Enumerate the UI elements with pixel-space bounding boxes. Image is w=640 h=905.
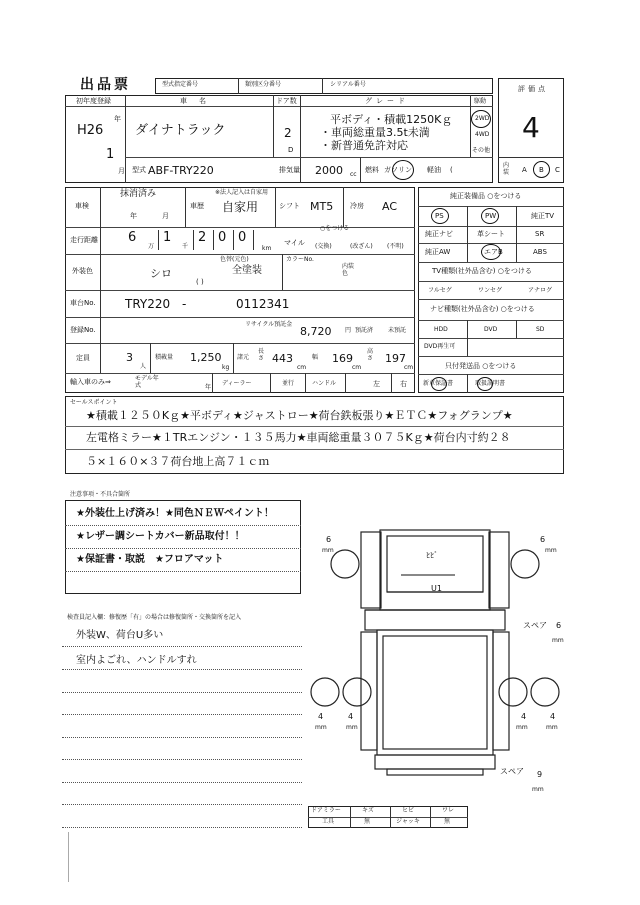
spare-label-2: スペア xyxy=(500,767,524,776)
table-tools-label: 工具 xyxy=(322,818,335,825)
docs-title: 只付発送品 ○をつける xyxy=(445,362,517,370)
equip-airbag-circle xyxy=(481,244,501,260)
doors-label: ドア数 xyxy=(276,97,297,105)
chassis-dash: - xyxy=(182,297,187,311)
load-value: 1,250 xyxy=(190,351,222,364)
ac-label: 冷房 xyxy=(350,202,364,210)
form-title: 出品票 xyxy=(80,77,131,93)
tire-front-right-value: 6 xyxy=(540,535,546,544)
meter-circle-note: ○をつける xyxy=(320,225,350,232)
color-value: シロ xyxy=(150,267,172,280)
drive-4wd: 4WD xyxy=(475,131,490,138)
notes-line-2: ★レザー調シートカバー新品取付！！ xyxy=(76,531,245,542)
handle-right: 右 xyxy=(400,380,407,388)
reg-label: 登録No. xyxy=(70,326,96,334)
color-no-label: カラーNo. xyxy=(286,256,314,263)
drive-other: その他 xyxy=(472,147,491,154)
equipment-title: 純正装備品 ○をつける xyxy=(450,192,522,200)
tire-front-left-value: 6 xyxy=(326,535,332,544)
tire-rear-right-outer-unit: mm xyxy=(546,724,558,731)
handle-left: 左 xyxy=(373,380,380,388)
equip-abs: ABS xyxy=(533,248,547,256)
year-suffix: 年 xyxy=(114,115,121,123)
equip-ps: PS xyxy=(435,212,444,220)
drive-2wd: 2WD xyxy=(475,115,490,122)
inspector-line-2: 室内よごれ、ハンドルすれ xyxy=(76,655,197,666)
car-name-label: 車名 xyxy=(180,97,218,105)
meter-opt-3: (不明) xyxy=(387,243,404,250)
tv-analog: アナログ xyxy=(528,287,553,294)
docs-warranty-circle xyxy=(431,377,447,391)
mileage-label: 走行距離 xyxy=(70,236,98,244)
equip-ps-circle xyxy=(431,208,449,224)
notes-line-1: ★外装仕上げ済み！★同色ＮＥＷペイント！ xyxy=(76,508,274,519)
diagram-mark-u1: U1 xyxy=(431,584,442,593)
first-reg-era: H26 xyxy=(77,123,104,138)
tire-rear-left-inner-value: 4 xyxy=(348,712,354,721)
equip-sr: SR xyxy=(535,230,545,238)
fuel-label: 燃料 xyxy=(365,166,379,174)
table-jack-label: ジャッキ xyxy=(396,818,420,825)
table-h-ware: ワレ xyxy=(442,807,455,814)
fuel-gas-circle xyxy=(392,160,414,180)
tv-one: ワンセグ xyxy=(478,287,503,294)
sales-line-3: ５×１６０×３７荷台地上高７１ｃｍ xyxy=(86,455,270,468)
table-jack-value: 無 xyxy=(444,818,451,825)
interior-b-circle xyxy=(533,161,550,178)
vehicle-damage-diagram xyxy=(305,520,580,800)
equip-pw-circle xyxy=(481,208,499,224)
chassis-label: 車台No. xyxy=(70,299,96,307)
recycle-unit: 円 xyxy=(345,327,352,334)
month-suffix: 月 xyxy=(118,167,125,175)
eval-score: 4 xyxy=(522,111,540,144)
serial-label: シリアル番号 xyxy=(330,81,366,88)
inspector-label: 検査員記入欄：修復歴「有」の場合は修復箇所・交換箇所を記入 xyxy=(67,614,242,621)
interior-color-label: 内装色 xyxy=(342,263,355,277)
capacity-label: 定員 xyxy=(76,354,90,362)
height-label: 高さ xyxy=(367,348,374,362)
load-label: 積載量 xyxy=(155,354,174,361)
tire-front-left-unit: mm xyxy=(322,547,334,554)
capacity-value: 3 xyxy=(126,351,133,364)
sales-line-1: ★積載１２５０Kｇ★平ボディ★ジャストロー★荷台鉄板張り★ＥＴＣ★フォグランプ★ xyxy=(86,409,513,422)
grade-label: グレード xyxy=(365,97,409,105)
navi-hdd: HDD xyxy=(434,326,448,333)
docs-warranty: 新車保証書 xyxy=(423,380,454,387)
color-orig-label: 色替(元色) xyxy=(220,256,249,263)
tire-rear-right-inner-unit: mm xyxy=(516,724,528,731)
eval-label: 評価点 xyxy=(518,85,548,93)
docs-manual-circle xyxy=(477,377,493,391)
chassis-model: TRY220 xyxy=(125,297,171,311)
length-value: 443 xyxy=(272,352,293,365)
chassis-no: 0112341 xyxy=(236,297,290,311)
meter-label: マイル xyxy=(284,239,305,247)
color-orig-value: 全塗装 xyxy=(232,265,262,276)
equip-pw: PW xyxy=(485,212,497,220)
height-value: 197 xyxy=(385,352,406,365)
interior-a: A xyxy=(522,166,527,174)
width-label: 幅 xyxy=(312,354,319,361)
meter-opt-1: (交換) xyxy=(315,243,332,250)
recycle-not: 未預託 xyxy=(388,327,407,334)
spare-value-2: 9 xyxy=(537,770,543,779)
table-h-mirror: ドアミラー xyxy=(311,807,341,814)
navi-sd: SD xyxy=(536,326,545,333)
mileage-digit-3: 2 xyxy=(198,230,207,245)
navi-title: ナビ種類(社外品含む) ○をつける xyxy=(430,305,535,313)
fuel-paren: ( xyxy=(450,166,453,174)
doors-value: 2 xyxy=(284,126,292,140)
header-id-strip xyxy=(155,78,493,94)
disp-label: 排気量 xyxy=(279,166,300,174)
tire-rear-left-outer-value: 4 xyxy=(318,712,324,721)
handle-label: ハンドル xyxy=(312,380,337,387)
spare-unit-2: mm xyxy=(532,786,544,793)
model-year-nen: 年 xyxy=(205,384,212,391)
sales-line-2: 左電格ミラー★１TRエンジン・１３５馬力★車両総重量３０７５Kｇ★荷台内寸約２８ xyxy=(86,431,511,444)
disp-value: 2000 xyxy=(315,164,343,177)
interior-b: B xyxy=(539,166,544,174)
mileage-digit-4: 0 xyxy=(218,230,227,245)
grade-line-2: ・車両総重量3.5t未満 xyxy=(320,126,430,139)
navi-dvd: DVD xyxy=(484,326,498,333)
table-h-kizu: キズ xyxy=(362,807,374,814)
spare-unit-1: mm xyxy=(552,637,564,644)
disp-unit: cc xyxy=(350,171,357,178)
equip-tv: 純正TV xyxy=(531,212,555,220)
drive-label: 駆動 xyxy=(474,98,487,105)
history-note: ※法人記入は自家用 xyxy=(215,189,269,196)
length-cm: cm xyxy=(297,364,307,371)
interior-label: 内装 xyxy=(503,162,510,176)
spare-value-1: 6 xyxy=(556,621,562,630)
diagram-mark-hibi: ﾋﾋﾞ xyxy=(426,551,438,560)
dealer-label: ディーラー xyxy=(222,380,252,387)
import-label: 輸入車のみ⇒ xyxy=(70,378,111,386)
inspection-value: 抹消済み xyxy=(120,189,157,199)
first-reg-label: 初年度登録 xyxy=(76,97,111,105)
model-value: ABF-TRY220 xyxy=(148,164,214,177)
recycle-value: 8,720 xyxy=(300,325,332,338)
inspection-tsuki: 月 xyxy=(162,212,169,220)
fuel-gas: ガソリン xyxy=(384,166,412,174)
history-label: 車歴 xyxy=(190,202,204,210)
equip-airbag: エアB xyxy=(484,248,503,256)
tire-rear-left-outer-unit: mm xyxy=(315,724,327,731)
shift-value: MT5 xyxy=(310,200,334,213)
tire-front-right-unit: mm xyxy=(545,547,557,554)
class-label: 類別区分番号 xyxy=(245,81,282,88)
capacity-unit: 人 xyxy=(140,363,147,370)
drive-2wd-circle xyxy=(471,110,491,128)
sales-label: セールスポイント xyxy=(70,399,118,406)
mileage-digit-5: 0 xyxy=(238,230,247,245)
car-name: ダイナトラック xyxy=(135,123,226,138)
model-year-label: モデル年式 xyxy=(135,375,159,389)
notes-line-3: ★保証書・取説 ★フロアマット xyxy=(76,554,224,565)
inspection-label: 車検 xyxy=(75,202,89,210)
mileage-man: 万 xyxy=(148,243,155,250)
spare-label-1: スペア xyxy=(523,621,547,630)
ac-value: AC xyxy=(382,200,398,213)
inspection-nen: 年 xyxy=(130,212,137,220)
mileage-sen: 千 xyxy=(182,243,189,250)
meter-opt-2: (改ざん) xyxy=(350,243,373,250)
width-value: 169 xyxy=(332,352,353,365)
parallel-label: 並行 xyxy=(282,380,295,387)
mileage-km: km xyxy=(262,245,272,252)
dvd-play: DVD再生可 xyxy=(424,343,456,350)
tv-title: TV種類(社外品含む) ○をつける xyxy=(432,267,532,275)
inspector-line-1: 外装W、荷台U多い xyxy=(76,630,164,641)
tire-rear-right-inner-value: 4 xyxy=(521,712,527,721)
recycle-status: 預託済 xyxy=(355,327,374,334)
color-paren: ( ) xyxy=(196,278,204,286)
length-label: 長さ xyxy=(258,348,265,362)
fuel-diesel: 軽油 xyxy=(427,166,441,174)
interior-c: C xyxy=(555,166,560,174)
dims-label: 諸元 xyxy=(237,354,250,361)
table-tools-value: 無 xyxy=(364,818,371,825)
docs-manual: 取扱説明書 xyxy=(475,380,506,387)
first-reg-month: 1 xyxy=(106,147,115,162)
equip-navi: 純正ナビ xyxy=(425,230,453,238)
load-unit: kg xyxy=(222,364,230,371)
equip-leather: 革シート xyxy=(477,230,505,238)
height-cm: cm xyxy=(404,364,414,371)
recycle-label: リサイクル預託金 xyxy=(245,321,293,328)
tire-rear-left-inner-unit: mm xyxy=(346,724,358,731)
tire-rear-right-outer-value: 4 xyxy=(550,712,556,721)
mileage-digit-1: 6 xyxy=(128,230,137,245)
notes-label: 注意事項・不具合箇所 xyxy=(70,491,131,498)
equip-aw: 純正AW xyxy=(425,248,451,256)
color-label: 外装色 xyxy=(72,267,93,275)
shift-label: シフト xyxy=(279,202,300,210)
doors-d: D xyxy=(288,146,294,154)
mileage-digit-2: 1 xyxy=(163,230,172,245)
history-value: 自家用 xyxy=(222,200,259,214)
grade-line-1: 平ボディ・積載1250Kｇ xyxy=(330,113,453,126)
grade-line-3: ・新普通免許対応 xyxy=(320,139,408,152)
width-cm: cm xyxy=(352,364,362,371)
model-label: 型式 xyxy=(132,166,146,174)
type-label: 型式指定番号 xyxy=(162,81,199,88)
tv-full: フルセグ xyxy=(428,287,452,294)
table-h-hibi: ヒビ xyxy=(402,807,415,814)
